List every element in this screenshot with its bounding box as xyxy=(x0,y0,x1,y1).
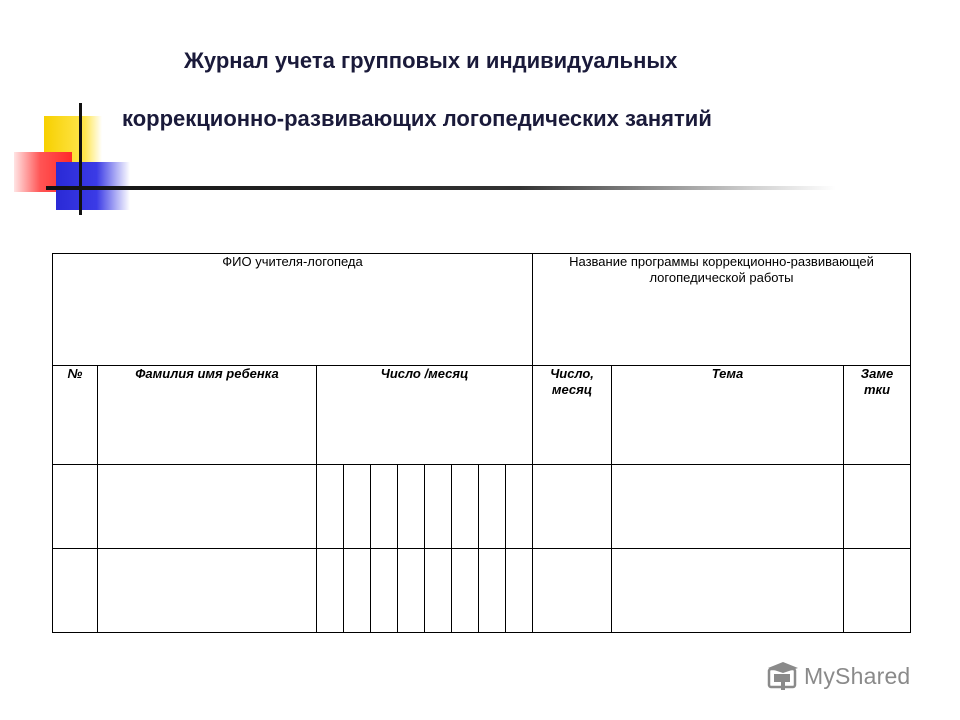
watermark-text: MyShared xyxy=(804,662,911,689)
table-cell xyxy=(844,465,911,549)
table-cell xyxy=(612,465,844,549)
table-cell xyxy=(425,465,452,549)
table-row xyxy=(53,465,911,549)
col-date-month-2-text: Число, месяц xyxy=(550,366,594,397)
table-cell xyxy=(452,549,479,633)
table-cell xyxy=(317,549,344,633)
title-line-1: Журнал учета групповых и индивидуальных xyxy=(184,48,678,73)
table-cell xyxy=(98,465,317,549)
col-number: № xyxy=(53,366,98,465)
program-name-header xyxy=(533,254,911,366)
table-cell xyxy=(317,465,344,549)
teacher-name-header: ФИО учителя-логопеда xyxy=(53,254,533,366)
table-cell xyxy=(344,549,371,633)
table-cell xyxy=(53,465,98,549)
table-cell xyxy=(398,465,425,549)
table-cell xyxy=(53,549,98,633)
table-cell xyxy=(398,549,425,633)
title-line-2: коррекционно-развивающих логопедических занятий xyxy=(122,106,712,131)
col-notes-text: Заме тки xyxy=(860,366,894,397)
mortarboard-icon xyxy=(766,659,800,693)
col-date-month-2 xyxy=(533,366,612,465)
col-child-name: Фамилия имя ребенка xyxy=(98,366,317,465)
col-notes xyxy=(844,366,911,465)
table-cell xyxy=(533,549,612,633)
table-cell xyxy=(506,549,533,633)
table-cell xyxy=(344,465,371,549)
table-cell xyxy=(533,465,612,549)
watermark xyxy=(766,656,910,696)
decor-horizontal-line xyxy=(46,186,836,190)
table-cell xyxy=(844,549,911,633)
table-cell xyxy=(612,549,844,633)
table-cell xyxy=(479,465,506,549)
program-name-text: Название программы коррекционно-развивающей логопедической работы xyxy=(569,254,874,285)
table-cell xyxy=(425,549,452,633)
decor-vertical-line xyxy=(79,103,82,215)
table-cell xyxy=(452,465,479,549)
col-date-month: Число /месяц xyxy=(317,366,533,465)
table-cell xyxy=(506,465,533,549)
table-cell xyxy=(98,549,317,633)
table-cell xyxy=(371,465,398,549)
table-header-row xyxy=(53,254,911,366)
journal-table xyxy=(52,253,911,633)
table-cell xyxy=(371,549,398,633)
table-cell xyxy=(479,549,506,633)
table-column-row xyxy=(53,366,911,465)
col-topic: Тема xyxy=(612,366,844,465)
table-row xyxy=(53,549,911,633)
